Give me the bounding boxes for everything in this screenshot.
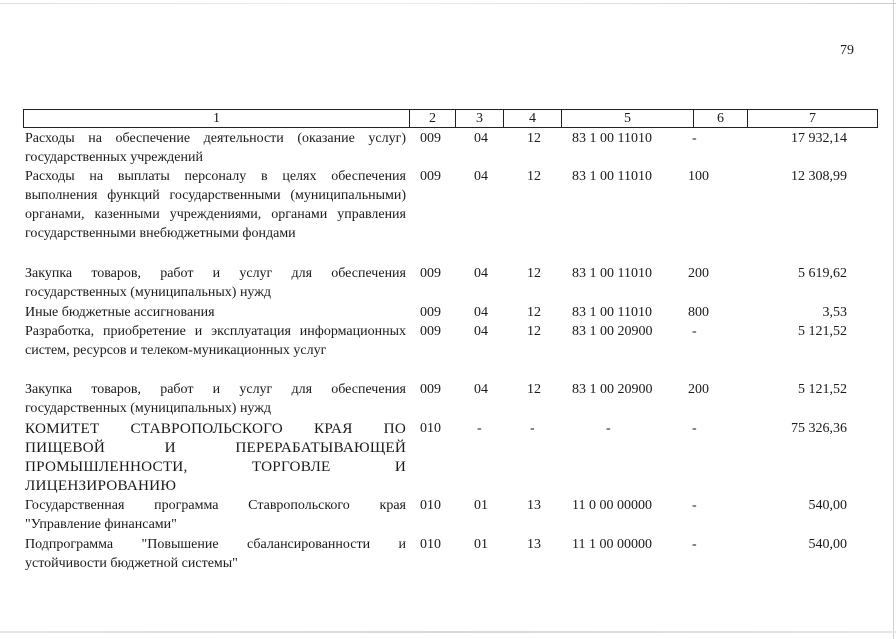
cell-subsection: - — [530, 421, 535, 436]
row-description: Разработка, приобретение и эксплуатация информационных систем, ресурсов и телеком-муникационных услуг — [25, 324, 406, 358]
cell-section: 01 — [474, 498, 488, 513]
cell-ministry: 010 — [420, 498, 441, 513]
header-col-5: 5 — [562, 110, 694, 128]
cell-section: 04 — [474, 305, 488, 320]
cell-amount: 17 932,14 — [791, 131, 847, 146]
header-col-3: 3 — [456, 110, 504, 128]
cell-section: 04 — [474, 131, 488, 146]
cell-amount: 540,00 — [808, 537, 847, 552]
row-description: Подпрограмма "Повышение сбалансированности и устойчивости бюджетной системы" — [25, 537, 406, 571]
header-col-1: 1 — [24, 110, 410, 128]
cell-expense-type: - — [692, 498, 697, 513]
cell-expense-type: - — [692, 421, 697, 436]
cell-expense-type: 800 — [688, 305, 709, 320]
cell-target-item: 83 1 00 20900 — [572, 324, 653, 339]
cell-target-item: 83 1 00 11010 — [572, 266, 652, 281]
cell-target-item: 11 1 00 00000 — [572, 537, 652, 552]
cell-ministry: 009 — [420, 305, 441, 320]
row-description: Закупка товаров, работ и услуг для обеспечения государственных (муниципальных) нужд — [25, 382, 406, 416]
cell-subsection: 12 — [527, 382, 541, 397]
page-number: 79 — [840, 43, 854, 58]
cell-section: 04 — [474, 382, 488, 397]
cell-target-item: 83 1 00 11010 — [572, 169, 652, 184]
cell-ministry: 009 — [420, 266, 441, 281]
cell-amount: 75 326,36 — [791, 421, 847, 436]
cell-subsection: 13 — [527, 537, 541, 552]
cell-target-item: 83 1 00 11010 — [572, 131, 652, 146]
cell-ministry: 009 — [420, 169, 441, 184]
cell-target-item: 11 0 00 00000 — [572, 498, 652, 513]
cell-ministry: 010 — [420, 421, 441, 436]
row-description: Закупка товаров, работ и услуг для обеспечения государственных (муниципальных) нужд — [25, 266, 406, 300]
cell-section: 04 — [474, 324, 488, 339]
header-col-2: 2 — [410, 110, 456, 128]
cell-section: 04 — [474, 169, 488, 184]
cell-ministry: 009 — [420, 382, 441, 397]
cell-expense-type: - — [692, 537, 697, 552]
row-description: Государственная программа Ставропольского края "Управление финансами" — [25, 498, 406, 532]
scan-edge-right — [893, 0, 894, 639]
cell-section: - — [477, 421, 482, 436]
cell-expense-type: 200 — [688, 266, 709, 281]
header-col-4: 4 — [504, 110, 562, 128]
cell-expense-type: 200 — [688, 382, 709, 397]
cell-subsection: 12 — [527, 305, 541, 320]
cell-section: 04 — [474, 266, 488, 281]
header-col-7: 7 — [748, 110, 878, 128]
cell-expense-type: 100 — [688, 169, 709, 184]
cell-ministry: 010 — [420, 537, 441, 552]
cell-target-item: 83 1 00 11010 — [572, 305, 652, 320]
cell-target-item: 83 1 00 20900 — [572, 382, 653, 397]
cell-section: 01 — [474, 537, 488, 552]
cell-amount: 540,00 — [808, 498, 847, 513]
header-col-6: 6 — [694, 110, 748, 128]
cell-subsection: 12 — [527, 131, 541, 146]
row-description: Расходы на обеспечение деятельности (оказание услуг) государственных учреждений — [25, 131, 406, 165]
cell-expense-type: - — [692, 324, 697, 339]
scan-edge-top — [0, 3, 896, 4]
cell-subsection: 12 — [527, 266, 541, 281]
cell-subsection: 12 — [527, 169, 541, 184]
cell-expense-type: - — [692, 131, 697, 146]
cell-amount: 5 619,62 — [798, 266, 847, 281]
cell-amount: 5 121,52 — [798, 382, 847, 397]
table-header — [23, 109, 878, 128]
row-description: Расходы на выплаты персоналу в целях обеспечения выполнения функций государственными (муниципальными) органами, казенными учреждениями, органами управления государственными внебюджетными фондами — [25, 169, 406, 241]
cell-amount: 3,53 — [822, 305, 847, 320]
cell-amount: 5 121,52 — [798, 324, 847, 339]
scan-edge-bottom — [0, 631, 896, 633]
cell-amount: 12 308,99 — [791, 169, 847, 184]
cell-ministry: 009 — [420, 324, 441, 339]
cell-target-item: - — [606, 421, 611, 436]
cell-subsection: 12 — [527, 324, 541, 339]
row-description: КОМИТЕТ СТАВРОПОЛЬСКОГО КРАЯ ПО ПИЩЕВОЙ И ПЕРЕРАБАТЫВАЮЩЕЙ ПРОМЫШЛЕННОСТИ, ТОРГОВЛЕ И ЛИЦЕНЗИРОВАНИЮ — [25, 420, 406, 494]
cell-ministry: 009 — [420, 131, 441, 146]
row-description: Иные бюджетные ассигнования — [25, 305, 215, 320]
cell-subsection: 13 — [527, 498, 541, 513]
